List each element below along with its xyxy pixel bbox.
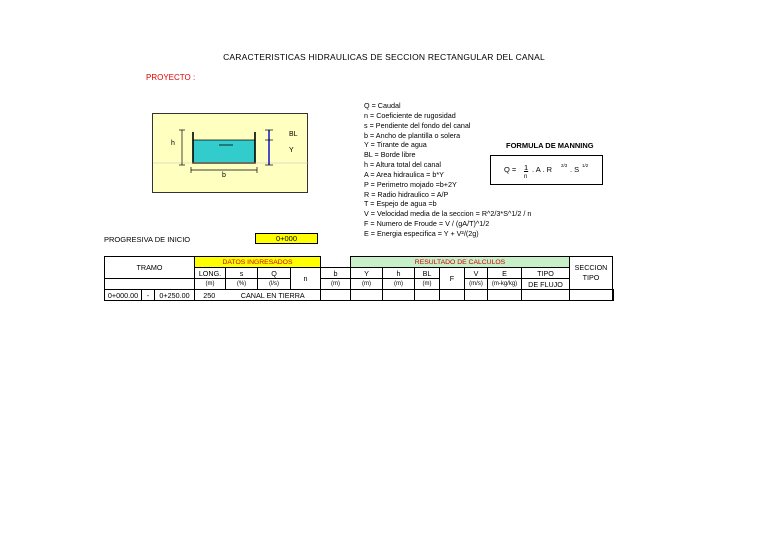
legend-item: s = Pendiente del fondo del canal bbox=[364, 120, 471, 130]
row-to[interactable]: 0+250.00 bbox=[155, 290, 195, 301]
manning-n: n bbox=[524, 174, 528, 180]
progresiva-label: PROGRESIVA DE INICIO bbox=[104, 235, 191, 244]
manning-q: Q = bbox=[504, 165, 517, 174]
resultado-calculos-header: RESULTADO DE CALCULOS bbox=[351, 257, 570, 268]
canal-section-svg bbox=[153, 114, 309, 194]
row-long[interactable]: 250 bbox=[195, 290, 226, 301]
b-label: b bbox=[222, 172, 226, 179]
row-from[interactable]: 0+000.00 bbox=[105, 290, 142, 301]
unit-long: (m) bbox=[195, 279, 226, 290]
legend-item: h = Altura total del canal bbox=[364, 160, 441, 170]
unit-s: (%) bbox=[226, 279, 258, 290]
col-tipo: TIPO bbox=[522, 268, 570, 279]
legend-item: BL = Borde libre bbox=[364, 150, 416, 160]
col-f: F bbox=[440, 268, 465, 290]
hydraulic-table bbox=[104, 256, 614, 301]
legend-item: n = Coeficiente de rugosidad bbox=[364, 110, 456, 120]
unit-bl: (m) bbox=[415, 279, 440, 290]
water-fill bbox=[193, 140, 255, 162]
manning-one: 1 bbox=[524, 163, 529, 172]
canal-section-diagram bbox=[152, 113, 308, 193]
page-title: CARACTERISTICAS HIDRAULICAS DE SECCION RECTANGULAR DEL CANAL bbox=[223, 52, 545, 62]
bl-label: BL bbox=[289, 131, 298, 138]
tramo-header: TRAMO bbox=[105, 257, 195, 279]
unit-e: (m-kg/kg) bbox=[488, 279, 522, 290]
proyecto-label: PROYECTO : bbox=[146, 73, 196, 82]
manning-s: . S bbox=[570, 165, 580, 174]
seccion-tipo-header: SECCION TIPO bbox=[570, 257, 613, 290]
legend-item: Y = Tirante de agua bbox=[364, 140, 427, 150]
col-long: LONG. bbox=[195, 268, 226, 279]
col-n: n bbox=[291, 268, 321, 290]
h-label: h bbox=[171, 140, 175, 147]
unit-v: (m/s) bbox=[465, 279, 488, 290]
manning-title: FORMULA DE MANNING bbox=[506, 141, 594, 150]
manning-formula-box bbox=[490, 155, 603, 185]
col-de-flujo: DE FLUJO bbox=[522, 279, 570, 290]
manning-s-exp: 1/2 bbox=[582, 163, 589, 168]
col-s: s bbox=[226, 268, 258, 279]
unit-y: (m) bbox=[351, 279, 383, 290]
legend-item: F = Numero de Froude = V / (gA/T)^1/2 bbox=[364, 219, 490, 229]
legend-item: E = Energia especifica = Y + V²/(2g) bbox=[364, 228, 479, 238]
unit-q: (l/s) bbox=[258, 279, 291, 290]
col-v: V bbox=[465, 268, 488, 279]
col-bl: BL bbox=[415, 268, 440, 279]
table-row bbox=[105, 290, 614, 301]
row-desc[interactable]: CANAL EN TIERRA bbox=[226, 290, 321, 301]
legend-item: b = Ancho de plantilla o solera bbox=[364, 130, 461, 140]
manning-ar: . A . R bbox=[532, 165, 553, 174]
col-h: h bbox=[383, 268, 415, 279]
unit-h: (m) bbox=[383, 279, 415, 290]
legend-item: V = Velocidad media de la seccion = R^2/3*S^1/2 / n bbox=[364, 209, 532, 219]
legend-item: P = Perimetro mojado =b+2Y bbox=[364, 179, 457, 189]
y-label: Y bbox=[289, 147, 294, 154]
legend-item: R = Radio hidraulico = A/P bbox=[364, 189, 449, 199]
unit-b: (m) bbox=[321, 279, 351, 290]
manning-r-exp: 2/3 bbox=[561, 163, 568, 168]
progresiva-input[interactable]: 0+000 bbox=[255, 233, 318, 244]
col-y: Y bbox=[351, 268, 383, 279]
col-e: E bbox=[488, 268, 522, 279]
datos-ingresados-header: DATOS INGRESADOS bbox=[195, 257, 321, 268]
col-q: Q bbox=[258, 268, 291, 279]
legend-item: Q = Caudal bbox=[364, 101, 401, 110]
row-dash: - bbox=[142, 290, 155, 301]
legend-item: A = Area hidraulica = b*Y bbox=[364, 169, 444, 179]
legend-item: T = Espejo de agua =b bbox=[364, 199, 437, 209]
col-b: b bbox=[321, 268, 351, 279]
